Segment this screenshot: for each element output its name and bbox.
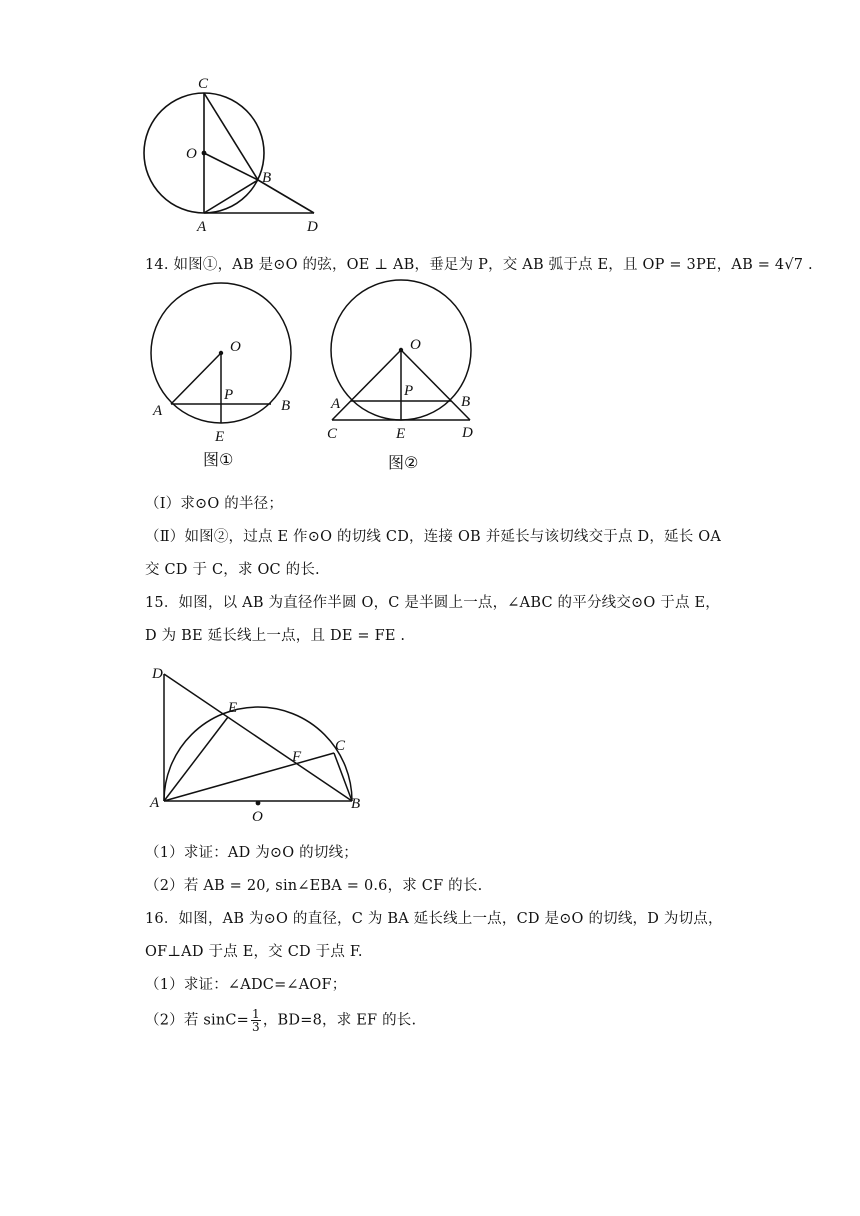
label-c: C (335, 738, 346, 754)
label-f: F (292, 749, 302, 765)
label-b: B (262, 170, 272, 186)
label-p: P (404, 383, 414, 399)
q15-line2: D 为 BE 延长线上一点，且 DE = FE . (145, 628, 406, 644)
q16-line2: OF⊥AD 于点 E，交 CD 于点 F. (145, 944, 363, 960)
fraction-denominator: 3 (252, 1020, 260, 1034)
label-d: D (152, 666, 163, 682)
q16-line1: 16．如图，AB 为⊙O 的直径，C 为 BA 延长线上一点，CD 是⊙O 的切线，D 为切点， (145, 911, 723, 927)
figure-q13 (140, 70, 340, 240)
center-point (399, 348, 403, 352)
label-c: C (327, 426, 338, 442)
q14-statement: 14. 如图①，AB 是⊙O 的弦，OE ⊥ AB，垂足为 P，交 AB 弧于点 E，且 OP = 3PE，AB = 4√7 . (145, 257, 813, 273)
q16-part1: （1）求证：∠ADC=∠AOF； (145, 977, 347, 993)
label-e: E (396, 426, 406, 442)
q14-part2-line2: 交 CD 于 C，求 OC 的长. (145, 562, 320, 578)
figure-q15 (148, 660, 368, 825)
fraction-one-third (251, 1008, 261, 1033)
center-point (256, 801, 261, 806)
q15-part2: （2）若 AB = 20, sin∠EBA = 0.6，求 CF 的长. (145, 878, 483, 894)
q15-part1: （1）求证：AD 为⊙O 的切线； (145, 845, 358, 861)
center-point (202, 151, 207, 156)
figure-q14-2 (322, 278, 482, 473)
label-p: P (224, 387, 234, 403)
label-o: O (252, 809, 263, 825)
segment-db (164, 674, 352, 801)
label-a: A (197, 219, 207, 235)
label-a: A (153, 403, 163, 419)
segment-ab (204, 180, 258, 213)
label-b: B (351, 796, 361, 812)
label-c: C (198, 76, 209, 92)
label-d: D (462, 425, 473, 441)
label-b: B (281, 398, 291, 414)
segment-oc (332, 350, 401, 420)
q14-part1: （Ⅰ）求⊙O 的半径； (145, 496, 284, 512)
segment-ac (164, 753, 334, 801)
label-b: B (461, 394, 471, 410)
q16-part2-prefix: （2）若 sinC= (145, 1012, 249, 1029)
q14-part2-line1: （Ⅱ）如图②，过点 E 作⊙O 的切线 CD，连接 OB 并延长与该切线交于点 D，延长 OA (145, 529, 721, 545)
label-e: E (228, 700, 238, 716)
label-o: O (230, 339, 241, 355)
segment-oa (171, 353, 221, 404)
label-o: O (186, 146, 197, 162)
caption-fig2: 图② (388, 453, 419, 472)
fraction-numerator: 1 (252, 1007, 260, 1021)
q15-line1: 15．如图，以 AB 为直径作半圆 O，C 是半圆上一点，∠ABC 的平分线交⊙O 于点 E， (145, 595, 720, 611)
label-o: O (410, 337, 421, 353)
caption-fig1: 图① (203, 450, 234, 469)
q16-part2-suffix: ，BD=8，求 EF 的长. (262, 1012, 417, 1029)
figure-q14-1 (145, 280, 305, 470)
semicircle (164, 707, 352, 801)
q16-part2 (145, 1008, 416, 1033)
center-point (219, 351, 223, 355)
label-a: A (150, 795, 160, 811)
label-a: A (331, 396, 341, 412)
label-e: E (215, 429, 225, 445)
label-d: D (307, 219, 318, 235)
